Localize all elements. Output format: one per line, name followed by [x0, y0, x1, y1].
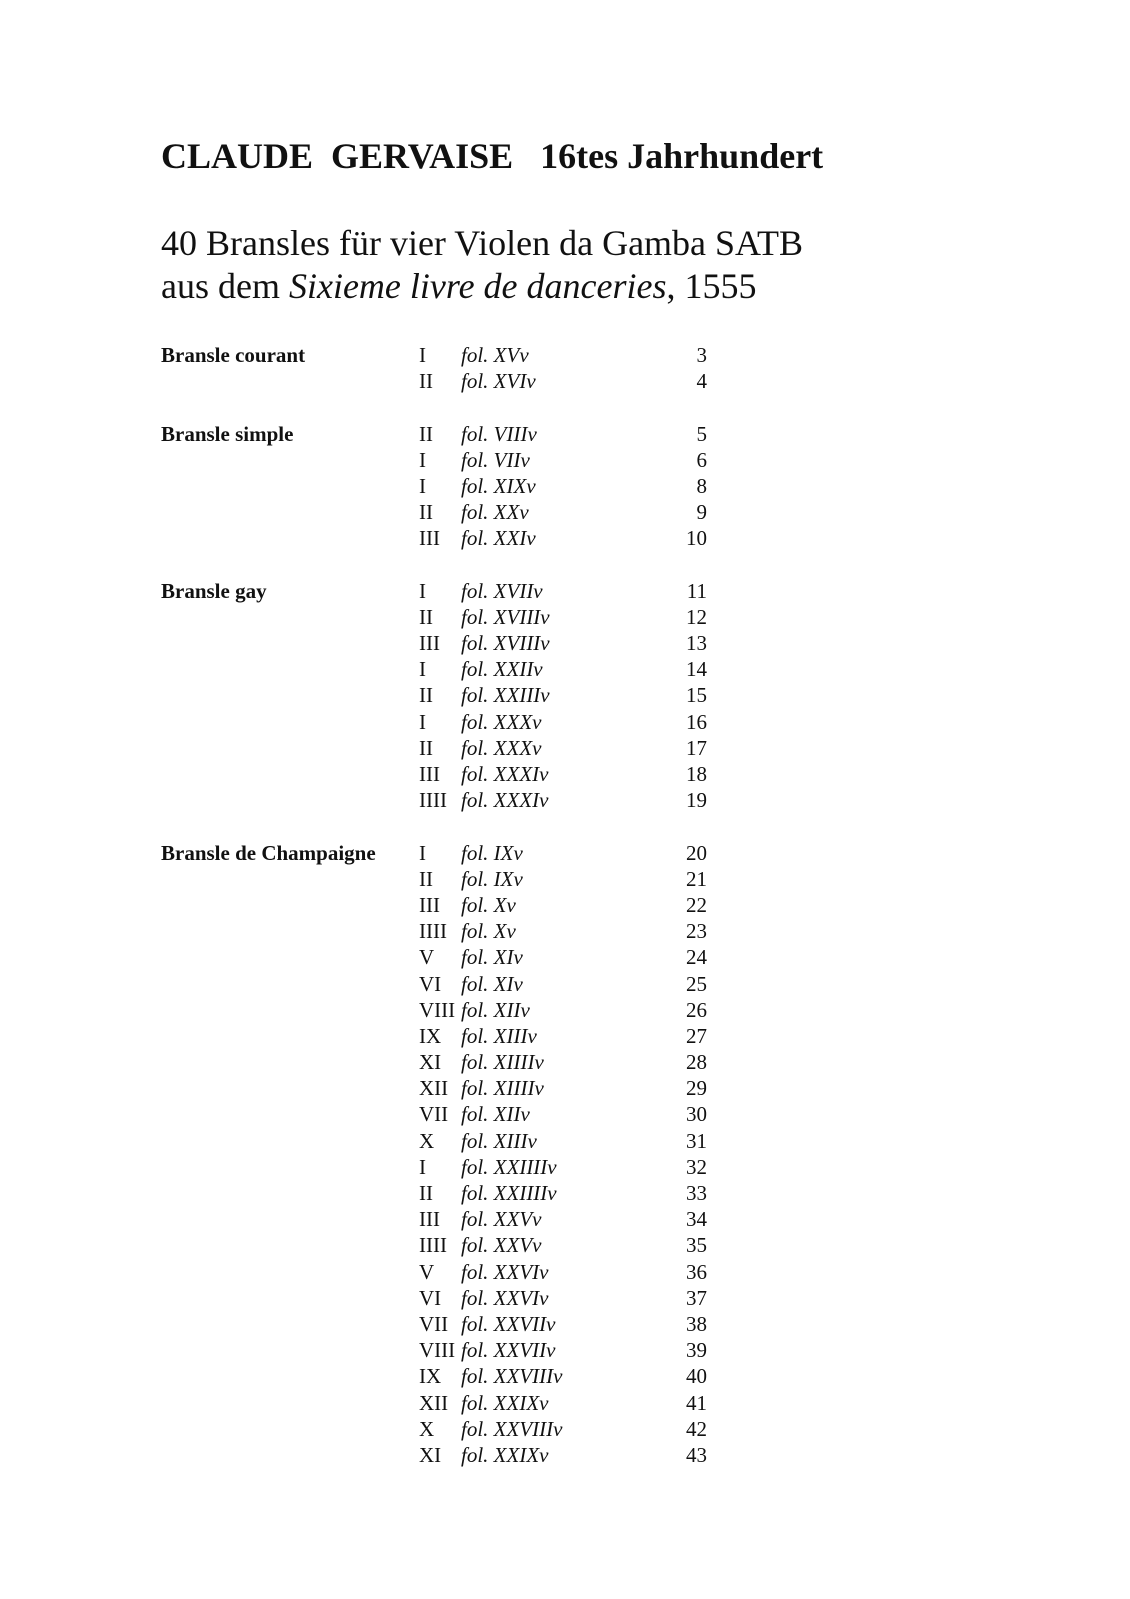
toc-row: [161, 892, 721, 918]
toc-folio: fol. XXVIv: [461, 1259, 549, 1284]
toc-roman-number: IIII: [419, 919, 447, 944]
toc-folio: fol. XXVIv: [461, 1285, 549, 1310]
toc-row: [161, 1232, 721, 1258]
toc-row: [161, 578, 721, 604]
toc-row: [161, 525, 721, 551]
toc-row: [161, 656, 721, 682]
toc-page-number: 43: [686, 1442, 707, 1467]
toc-row: [161, 1285, 721, 1311]
toc-group-label: Bransle courant: [161, 343, 306, 367]
toc-folio: fol. XXIIIIv: [461, 1154, 557, 1179]
toc-row: [161, 1049, 721, 1075]
toc-row: [161, 604, 721, 630]
toc-row: [161, 499, 721, 525]
toc-folio: fol. XVIIv: [461, 578, 543, 603]
toc-page-number: 42: [686, 1416, 707, 1441]
toc-row: [161, 997, 721, 1023]
toc-folio: fol. XXXv: [461, 735, 542, 760]
toc-roman-number: III: [419, 762, 440, 786]
toc-page-number: 15: [686, 683, 707, 708]
toc-folio: fol. XIIIIv: [461, 1076, 544, 1101]
toc-folio: fol. XXVIIIv: [461, 1416, 563, 1441]
toc-folio: fol. XIIIIv: [461, 1050, 544, 1075]
toc-page-number: 8: [696, 473, 707, 498]
toc-roman-number: XI: [419, 1442, 442, 1467]
toc-roman-number: III: [419, 631, 440, 656]
toc-folio: fol. XIXv: [461, 473, 536, 498]
toc-roman-number: XII: [419, 1390, 449, 1415]
toc-folio: fol. IXv: [461, 866, 523, 891]
toc-row: [161, 1075, 721, 1101]
toc-roman-number: II: [419, 735, 433, 760]
toc-page-number: 6: [696, 447, 707, 472]
toc-roman-number: III: [419, 892, 440, 917]
toc-roman-number: XII: [419, 1076, 449, 1101]
toc-roman-number: II: [419, 369, 433, 394]
toc-roman-number: X: [419, 1416, 435, 1441]
toc-roman-number: IX: [419, 1023, 442, 1048]
toc-page-number: 16: [686, 709, 707, 734]
toc-page-number: 26: [686, 997, 707, 1022]
toc-folio: fol. XXVIIv: [461, 1311, 556, 1336]
toc-row: [161, 1363, 721, 1389]
toc-roman-number: I: [419, 578, 426, 603]
toc-folio: fol. XIIIv: [461, 1023, 537, 1048]
subtitle-line-1: 40 Bransles für vier Violen da Gamba SATB: [161, 223, 804, 263]
toc-group: [161, 840, 721, 1469]
toc-roman-number: IIII: [419, 1233, 447, 1258]
toc-page-number: 3: [696, 343, 707, 367]
toc-row: [161, 866, 721, 892]
toc-page-number: 20: [686, 840, 707, 865]
toc-folio: fol. XIIIv: [461, 1128, 537, 1153]
subtitle-line-2: [161, 265, 803, 308]
toc-roman-number: II: [419, 1181, 433, 1205]
toc-row: [161, 918, 721, 944]
toc-page-number: 9: [696, 500, 707, 525]
toc-roman-number: II: [419, 866, 433, 891]
toc-page-number: 14: [686, 657, 707, 682]
toc-roman-number: VI: [419, 971, 442, 996]
toc-folio: fol. XIIv: [461, 997, 530, 1022]
toc-page-number: 19: [686, 788, 707, 813]
toc-roman-number: VII: [419, 1102, 449, 1127]
toc-folio: fol. XXIIv: [461, 657, 543, 682]
toc-row: [161, 682, 721, 708]
toc-page-number: 29: [686, 1076, 707, 1101]
toc-row: [161, 1128, 721, 1154]
toc-roman-number: VIII: [419, 997, 456, 1022]
toc-roman-number: X: [419, 1128, 435, 1153]
toc-row: [161, 473, 721, 499]
toc-roman-number: I: [419, 447, 426, 472]
toc-page-number: 33: [686, 1181, 707, 1205]
toc-folio: fol. VIIIv: [461, 421, 537, 446]
toc-row: [161, 787, 721, 813]
toc-row: [161, 1101, 721, 1127]
toc-folio: fol. XXXIv: [461, 788, 549, 813]
toc-roman-number: III: [419, 1207, 440, 1232]
toc-page-number: 5: [696, 421, 707, 446]
toc-roman-number: II: [419, 500, 433, 525]
toc-page-number: 23: [686, 919, 707, 944]
toc-row: [161, 1416, 721, 1442]
toc-row: [161, 1337, 721, 1363]
table-of-contents: [161, 342, 721, 1468]
toc-roman-number: I: [419, 473, 426, 498]
toc-page-number: 32: [686, 1154, 707, 1179]
toc-page-number: 40: [686, 1364, 707, 1389]
toc-page-number: 17: [686, 735, 707, 760]
toc-group-label: Bransle de Champaigne: [161, 840, 376, 865]
toc-folio: fol. XIv: [461, 971, 523, 996]
toc-page-number: 25: [686, 971, 707, 996]
toc-roman-number: VII: [419, 1311, 449, 1336]
toc-folio: fol. Xv: [461, 919, 516, 944]
toc-folio: fol. IXv: [461, 840, 523, 865]
toc-row: [161, 421, 721, 447]
subtitle-line-2-suffix: , 1555: [666, 266, 757, 306]
toc-page-number: 13: [686, 631, 707, 656]
toc-folio: fol. XXVv: [461, 1233, 542, 1258]
toc-folio: fol. XXv: [461, 500, 529, 525]
toc-roman-number: II: [419, 604, 433, 629]
toc-page-number: 11: [686, 578, 707, 603]
toc-page-number: 12: [686, 604, 707, 629]
toc-row: [161, 1206, 721, 1232]
toc-row: [161, 368, 721, 394]
toc-page-number: 41: [686, 1390, 707, 1415]
toc-folio: fol. XXXv: [461, 709, 542, 734]
toc-page-number: 34: [686, 1207, 707, 1232]
toc-page-number: 36: [686, 1259, 707, 1284]
toc-page-number: 35: [686, 1233, 707, 1258]
toc-page-number: 10: [686, 526, 707, 551]
toc-page-number: 4: [696, 369, 707, 394]
toc-folio: fol. XXVIIv: [461, 1338, 556, 1363]
toc-page-number: 37: [686, 1285, 707, 1310]
toc-group-label: Bransle gay: [161, 578, 267, 603]
toc-roman-number: VI: [419, 1285, 442, 1310]
toc-page-number: 24: [686, 945, 707, 970]
toc-roman-number: I: [419, 343, 426, 367]
toc-group: [161, 342, 721, 394]
toc-row: [161, 1259, 721, 1285]
toc-folio: fol. XXIXv: [461, 1390, 549, 1415]
toc-folio: fol. XVv: [461, 343, 529, 367]
toc-folio: fol. XXIIIIv: [461, 1181, 557, 1205]
toc-row: [161, 971, 721, 997]
toc-roman-number: I: [419, 1154, 426, 1179]
toc-roman-number: IIII: [419, 788, 447, 813]
toc-row: [161, 342, 721, 368]
toc-page-number: 22: [686, 892, 707, 917]
toc-folio: fol. VIIv: [461, 447, 530, 472]
toc-group: [161, 578, 721, 814]
toc-row: [161, 709, 721, 735]
toc-group-label: Bransle simple: [161, 421, 294, 446]
toc-roman-number: V: [419, 1259, 435, 1284]
document-heading: CLAUDE GERVAISE 16tes Jahrhundert: [161, 136, 824, 176]
toc-folio: fol. XIIv: [461, 1102, 530, 1127]
toc-page-number: 18: [686, 762, 707, 786]
toc-row: [161, 735, 721, 761]
toc-row: [161, 630, 721, 656]
toc-folio: fol. XVIv: [461, 369, 536, 394]
toc-roman-number: I: [419, 840, 426, 865]
toc-roman-number: IX: [419, 1364, 442, 1389]
toc-row: [161, 1390, 721, 1416]
toc-page-number: 38: [686, 1311, 707, 1336]
toc-folio: fol. XVIIIv: [461, 631, 550, 656]
toc-roman-number: II: [419, 683, 433, 708]
toc-row: [161, 944, 721, 970]
toc-roman-number: I: [419, 709, 426, 734]
toc-folio: fol. XXIv: [461, 526, 536, 551]
toc-page-number: 31: [686, 1128, 707, 1153]
toc-row: [161, 1180, 721, 1206]
toc-row: [161, 1442, 721, 1468]
toc-roman-number: VIII: [419, 1338, 456, 1363]
subtitle-book-title: Sixieme livre de danceries: [288, 266, 667, 306]
toc-roman-number: XI: [419, 1050, 442, 1075]
toc-folio: fol. XIv: [461, 945, 523, 970]
toc-page-number: 28: [686, 1050, 707, 1075]
document-subtitle: [161, 222, 803, 308]
toc-page-number: 39: [686, 1338, 707, 1363]
toc-page-number: 21: [686, 866, 707, 891]
toc-folio: fol. XVIIIv: [461, 604, 550, 629]
toc-page-number: 30: [686, 1102, 707, 1127]
toc-folio: fol. XXIXv: [461, 1442, 549, 1467]
toc-roman-number: III: [419, 526, 440, 551]
toc-row: [161, 1154, 721, 1180]
toc-row: [161, 447, 721, 473]
subtitle-line-2-prefix: aus dem: [161, 266, 289, 306]
toc-row: [161, 840, 721, 866]
toc-row: [161, 1311, 721, 1337]
toc-group: [161, 421, 721, 552]
toc-roman-number: II: [419, 421, 433, 446]
toc-folio: fol. Xv: [461, 892, 516, 917]
toc-folio: fol. XXVIIIv: [461, 1364, 563, 1389]
toc-folio: fol. XXVv: [461, 1207, 542, 1232]
toc-folio: fol. XXIIIv: [461, 683, 550, 708]
toc-roman-number: V: [419, 945, 435, 970]
toc-folio: fol. XXXIv: [461, 762, 549, 786]
toc-row: [161, 761, 721, 787]
toc-roman-number: I: [419, 657, 426, 682]
toc-row: [161, 1023, 721, 1049]
toc-page-number: 27: [686, 1023, 707, 1048]
